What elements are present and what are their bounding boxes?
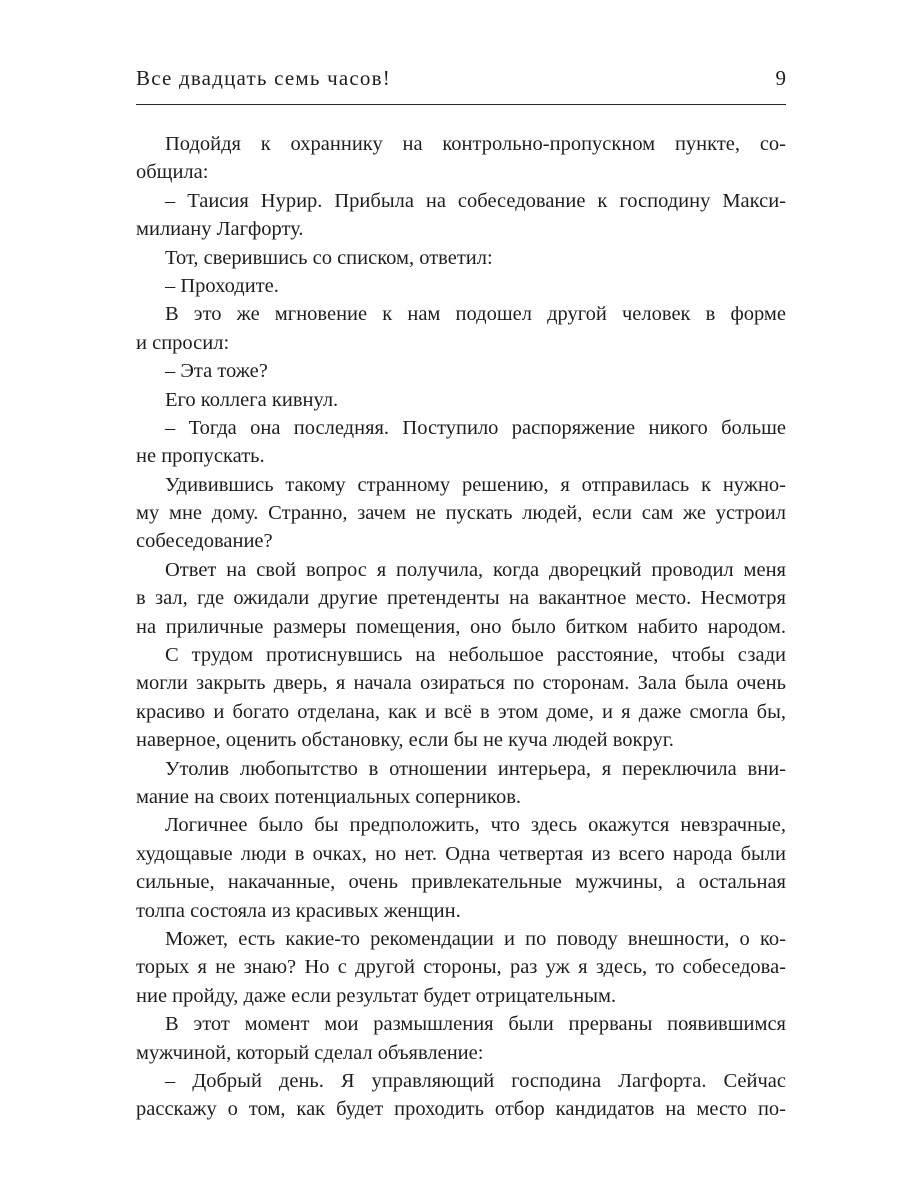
text-line: мание на своих потенциальных соперников. <box>136 785 522 808</box>
text-line: Удивившись такому странному решению, я отправилась к нужно- <box>165 473 786 496</box>
text-line: могли закрыть дверь, я начала озираться по сторонам. Зала была очень <box>136 672 786 695</box>
text-line: Может, есть какие-то рекомендации и по поводу внешности, о ко- <box>165 927 786 950</box>
text-line: – Проходите. <box>165 274 279 297</box>
text-line: худощавые люди в очках, но нет. Одна четвертая из всего народа были <box>136 842 786 865</box>
text-line: сильные, накачанные, очень привлекательные мужчины, а остальная <box>136 871 786 894</box>
text-line: Подойдя к охраннику на контрольно-пропускном пункте, со- <box>165 133 786 155</box>
text-line: – Эта тоже? <box>165 360 268 383</box>
text-line: и спросил: <box>136 331 230 354</box>
text-line: В этот момент мои размышления были прерваны появившимся <box>165 1013 786 1036</box>
text-line: толпа состояла из красивых женщин. <box>136 899 461 922</box>
text-line: расскажу о том, как будет проходить отбор кандидатов на место по- <box>136 1098 786 1121</box>
text-line: торых я не знаю? Но с другой стороны, раз уж я здесь, то собеседова- <box>136 956 786 979</box>
text-line: В это же мгновение к нам подошел другой человек в форме <box>165 303 786 326</box>
text-line: на приличные размеры помещения, оно было битком набито народом. <box>136 615 786 638</box>
text-line: му мне дому. Странно, зачем не пускать людей, если сам же устроил <box>136 502 786 525</box>
text-line: – Тогда она последняя. Поступило распоряжение никого больше <box>165 416 786 439</box>
text-line: в зал, где ожидали другие претенденты на вакантное место. Несмотря <box>136 587 786 610</box>
text-line: Его коллега кивнул. <box>165 388 339 411</box>
text-line: – Добрый день. Я управляющий господина Лагфорта. Сейчас <box>165 1069 786 1092</box>
text-line: красиво и богато отделана, как и всё в этом доме, и я даже смогла бы, <box>136 700 786 723</box>
text-line: – Таисия Нурир. Прибыла на собеседование к господину Макси- <box>165 189 786 212</box>
text-line: Ответ на свой вопрос я получила, когда дворецкий проводил меня <box>165 558 786 581</box>
running-header <box>136 66 786 105</box>
text-line: С трудом протиснувшись на небольшое расстояние, чтобы сзади <box>165 644 786 667</box>
running-title: Все двадцать семь часов! <box>136 66 391 90</box>
text-line: собеседование? <box>136 530 273 553</box>
text-line: Логичнее было бы предположить, что здесь окажутся невзрачные, <box>165 814 786 837</box>
page-number: 9 <box>775 66 786 90</box>
text-line: Утолив любопытство в отношении интерьера, я переключила вни- <box>165 757 786 780</box>
text-line: милиану Лагфорту. <box>136 218 304 241</box>
text-line: мужчиной, который сделал объявление: <box>136 1041 484 1064</box>
body-text <box>136 130 786 1124</box>
text-line: не пропускать. <box>136 445 265 468</box>
text-line: Тот, сверившись со списком, ответил: <box>165 246 493 269</box>
text-line: ние пройду, даже если результат будет отрицательным. <box>136 984 617 1007</box>
text-line: общила: <box>136 161 209 184</box>
text-line: наверное, оценить обстановку, если бы не куча людей вокруг. <box>136 729 674 752</box>
